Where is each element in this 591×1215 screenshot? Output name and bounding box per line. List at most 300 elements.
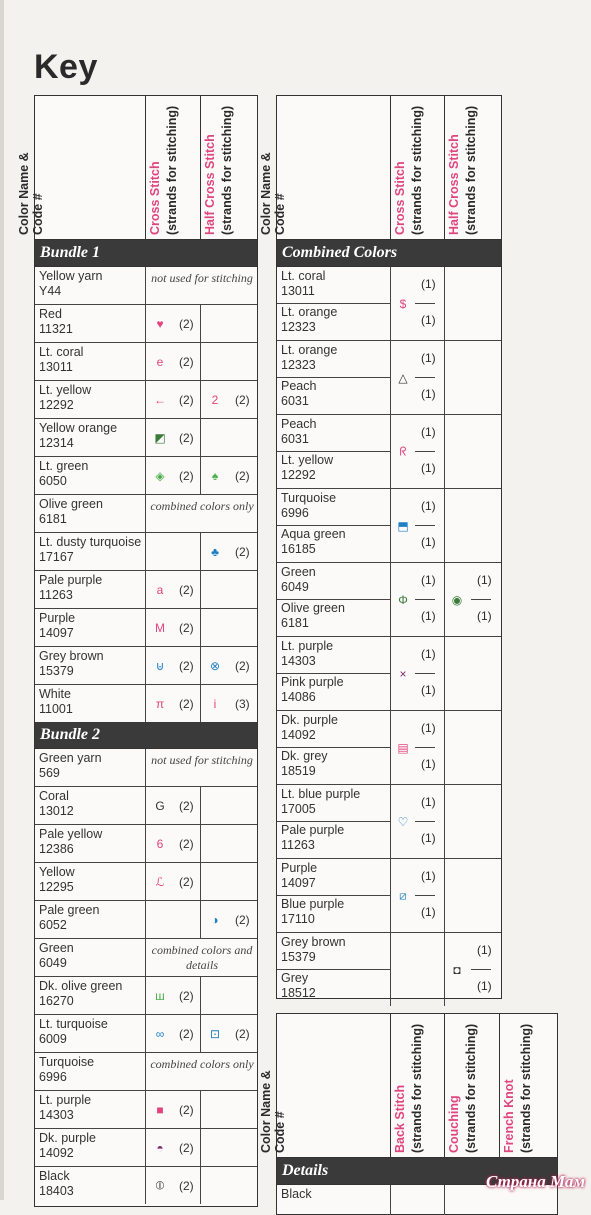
combined-pair — [277, 415, 501, 489]
color-name-text: Dk. purple — [39, 1131, 96, 1145]
stitch-symbol: a — [156, 582, 164, 597]
color-code: 6996 — [281, 506, 309, 520]
bundle2-rows — [35, 749, 257, 1204]
strand-count: (2) — [179, 430, 194, 445]
color-name — [39, 459, 88, 489]
strand-count: (2) — [235, 658, 250, 673]
color-name-text: Yellow — [39, 865, 75, 879]
note-cell: not used for stitching — [145, 267, 258, 304]
cross-stitch-cell — [390, 637, 445, 710]
pair-divider — [277, 821, 390, 822]
stitch-symbol: ◘ — [453, 962, 461, 977]
cross-stitch-cell — [145, 901, 201, 938]
pair-divider — [277, 895, 390, 896]
strand-count: (2) — [179, 1026, 194, 1041]
color-name — [39, 1131, 96, 1161]
combined-pairs — [277, 267, 501, 1006]
note-cell: combined colors only — [145, 1053, 258, 1090]
color-code: 11263 — [39, 588, 73, 602]
combined-pair — [277, 933, 501, 1006]
bracket-line — [415, 451, 435, 452]
bracket-line — [415, 673, 435, 674]
strand-count: (2) — [179, 620, 194, 635]
color-name-text: Blue purple — [281, 897, 345, 911]
color-a — [281, 343, 337, 373]
color-b — [281, 305, 337, 335]
half-cross-cell — [444, 267, 502, 340]
header-cross-sub: (strands for stitching) — [165, 105, 179, 235]
color-name-text: Pale green — [39, 903, 100, 917]
color-name — [39, 1017, 108, 1047]
stitch-symbol: ⊗ — [209, 658, 221, 673]
color-code: 15379 — [39, 664, 74, 678]
header-half-sub: (strands for stitching) — [220, 105, 234, 235]
color-name-text: Lt. yellow — [281, 453, 334, 467]
color-b — [281, 897, 344, 927]
color-name-text: Green — [39, 941, 74, 955]
color-name-text: Dk. purple — [281, 713, 338, 727]
strand-count: (1) — [421, 757, 436, 771]
note-cell: not used for stitching — [145, 749, 258, 786]
color-code: 17005 — [281, 802, 316, 816]
half-cross-cell — [200, 787, 258, 824]
cross-stitch-cell — [390, 859, 445, 932]
color-code: 18519 — [281, 764, 316, 778]
key-row — [35, 1091, 257, 1129]
key-row — [35, 419, 257, 457]
color-name-text: Black — [39, 1169, 70, 1183]
stitch-symbol: ⊡ — [209, 1026, 221, 1041]
half-cross-cell — [200, 825, 258, 862]
key-row — [35, 571, 257, 609]
color-code: 14303 — [281, 654, 316, 668]
strand-count: (1) — [421, 313, 436, 327]
strand-count: (2) — [235, 392, 250, 407]
stitch-symbol: ♥ — [156, 316, 164, 331]
cross-stitch-cell — [145, 1015, 201, 1052]
color-name-text: Green yarn — [39, 751, 102, 765]
color-name-text: Purple — [39, 611, 76, 625]
color-code: 6009 — [39, 1032, 67, 1046]
cross-stitch-cell — [145, 647, 201, 684]
stitch-symbol: ♡ — [397, 814, 409, 829]
stitch-symbol: ♠ — [211, 468, 219, 483]
pair-divider — [277, 525, 390, 526]
stitch-symbol: π — [155, 696, 165, 711]
color-code: 16270 — [39, 994, 74, 1008]
header-color-name — [17, 96, 145, 239]
color-name-text: Green — [281, 565, 316, 579]
header-knot-sub: (strands for stitching) — [519, 1023, 533, 1153]
left-table-header — [17, 96, 257, 240]
strand-count: (2) — [235, 544, 250, 559]
strand-count: (2) — [179, 468, 194, 483]
stitch-symbol: △ — [398, 370, 408, 385]
color-name — [39, 383, 91, 413]
color-a — [281, 417, 316, 447]
header-couching-text: Couching — [447, 1095, 461, 1153]
strand-count: (1) — [421, 277, 436, 291]
cross-stitch-cell — [145, 1091, 201, 1128]
back-stitch-cell — [390, 1185, 445, 1215]
color-code: 569 — [39, 766, 60, 780]
pair-divider — [277, 747, 390, 748]
header-cross-text: Cross Stitch — [148, 161, 162, 235]
color-name — [39, 269, 102, 299]
cross-stitch-cell — [145, 305, 201, 342]
color-code: 18512 — [281, 986, 316, 1000]
color-name-text: Grey brown — [281, 935, 346, 949]
color-code: 12386 — [39, 842, 74, 856]
strand-count: (2) — [179, 836, 194, 851]
color-name — [39, 1169, 74, 1199]
strand-count: (1) — [421, 351, 436, 365]
strand-count: (1) — [421, 721, 436, 735]
bracket-line — [471, 599, 491, 600]
half-cross-cell — [200, 381, 258, 418]
color-code: 13012 — [39, 804, 74, 818]
color-name — [39, 789, 74, 819]
key-row — [35, 1167, 257, 1204]
color-code: 11263 — [281, 838, 315, 852]
color-code: 6049 — [281, 580, 309, 594]
color-name: Black — [281, 1187, 312, 1201]
color-code: 14092 — [281, 728, 316, 742]
color-name — [39, 1093, 91, 1123]
color-name-text: Turquoise — [39, 1055, 95, 1069]
cross-stitch-cell — [145, 863, 201, 900]
half-cross-cell — [444, 637, 502, 710]
strand-count: (2) — [179, 354, 194, 369]
half-cross-cell — [200, 305, 258, 342]
strand-count: (2) — [179, 658, 194, 673]
strand-count: (2) — [179, 316, 194, 331]
color-code: 12295 — [39, 880, 74, 894]
color-name-text: Dk. olive green — [39, 979, 123, 993]
cross-stitch-cell — [145, 685, 201, 722]
cross-stitch-cell — [145, 825, 201, 862]
stitch-symbol: $ — [399, 296, 407, 311]
color-name-text: Aqua green — [281, 527, 346, 541]
color-name-text: Pale purple — [281, 823, 345, 837]
color-name-text: Lt. purple — [39, 1093, 92, 1107]
color-name-text: White — [39, 687, 71, 701]
half-cross-cell — [200, 1167, 258, 1204]
key-row — [35, 863, 257, 901]
color-b — [281, 527, 346, 557]
color-name — [39, 535, 141, 565]
cross-stitch-cell — [145, 419, 201, 456]
color-code: 6181 — [39, 512, 67, 526]
color-name — [39, 573, 102, 603]
details-title: Details — [277, 1158, 557, 1185]
color-a — [281, 787, 360, 817]
cross-stitch-cell — [390, 267, 445, 340]
stitch-symbol: ᖇ — [399, 444, 407, 458]
color-name — [39, 421, 117, 451]
color-code: 6031 — [281, 394, 309, 408]
color-b — [281, 453, 333, 483]
key-row — [35, 749, 257, 787]
color-name — [39, 979, 122, 1009]
strand-count: (2) — [179, 798, 194, 813]
color-code: 12292 — [39, 398, 74, 412]
color-name-text: Peach — [281, 379, 317, 393]
half-cross-cell — [200, 977, 258, 1014]
half-cross-cell — [444, 859, 502, 932]
bracket-line — [415, 377, 435, 378]
strand-count: (1) — [477, 609, 492, 623]
color-name-text: Pink purple — [281, 675, 344, 689]
color-name-text: Turquoise — [281, 491, 337, 505]
stitch-symbol: ◩ — [154, 430, 166, 445]
pair-divider — [277, 377, 390, 378]
color-b — [281, 379, 316, 409]
half-cross-cell — [444, 711, 502, 784]
key-row — [35, 825, 257, 863]
color-name-text: Lt. yellow — [39, 383, 92, 397]
header-cross-stitch — [390, 96, 445, 239]
bracket-line — [415, 895, 435, 896]
color-name — [39, 307, 73, 337]
stitch-symbol: i — [213, 696, 217, 711]
half-cross-cell — [200, 1129, 258, 1166]
half-cross-cell — [200, 533, 258, 570]
bracket-line — [415, 821, 435, 822]
strand-count: (1) — [421, 683, 436, 697]
color-code: 17167 — [39, 550, 74, 564]
half-cross-cell — [200, 863, 258, 900]
bracket-line — [415, 599, 435, 600]
strand-count: (1) — [477, 979, 492, 993]
strand-count: (1) — [421, 869, 436, 883]
key-row — [35, 901, 257, 939]
header-back-text: Back Stitch — [393, 1084, 407, 1153]
half-cross-cell — [200, 609, 258, 646]
header-couching-sub: (strands for stitching) — [464, 1023, 478, 1153]
color-a — [281, 935, 346, 965]
header-half-cross — [200, 96, 258, 239]
color-a — [281, 861, 317, 891]
color-b — [281, 971, 316, 1001]
color-a — [281, 713, 338, 743]
color-name — [39, 345, 83, 375]
color-code: 14097 — [39, 626, 74, 640]
color-name-text: Olive green — [39, 497, 103, 511]
strand-count: (1) — [421, 647, 436, 661]
page-title: Key — [34, 48, 98, 86]
color-code: 16185 — [281, 542, 316, 556]
color-name-text: Pale yellow — [39, 827, 103, 841]
cross-stitch-cell — [390, 563, 445, 636]
strand-count: (2) — [179, 1102, 194, 1117]
cross-stitch-cell — [145, 977, 201, 1014]
color-name — [39, 903, 99, 933]
color-name-text: Lt. green — [39, 459, 89, 473]
color-name-text: Lt. coral — [281, 269, 326, 283]
pair-divider — [277, 599, 390, 600]
stitch-symbol: 6 — [156, 836, 164, 851]
color-code: 6052 — [39, 918, 67, 932]
header-name-text: Color Name & Code # — [259, 152, 287, 235]
bundle2-title: Bundle 2 — [35, 722, 257, 749]
color-name-text: Yellow yarn — [39, 269, 103, 283]
color-name-text: Lt. purple — [281, 639, 334, 653]
half-cross-cell — [200, 343, 258, 380]
color-name-text: Olive green — [281, 601, 345, 615]
color-name-text: Grey brown — [39, 649, 104, 663]
color-code: 18403 — [39, 1184, 74, 1198]
combined-pair — [277, 859, 501, 933]
key-row — [35, 1053, 257, 1091]
strand-count: (1) — [421, 573, 436, 587]
color-name-text: Lt. coral — [39, 345, 84, 359]
half-cross-cell — [444, 415, 502, 488]
strand-count: (2) — [235, 468, 250, 483]
strand-count: (1) — [421, 609, 436, 623]
header-cross-stitch — [145, 96, 201, 239]
color-name — [39, 751, 102, 781]
color-name-text: Lt. orange — [281, 305, 338, 319]
half-cross-cell — [444, 341, 502, 414]
cross-stitch-cell — [145, 1167, 201, 1204]
stitch-symbol: ◉ — [451, 592, 463, 607]
strand-count: (1) — [477, 573, 492, 587]
key-row — [35, 495, 257, 533]
header-cross-sub: (strands for stitching) — [410, 105, 424, 235]
strand-count: (1) — [421, 795, 436, 809]
color-code: 6031 — [281, 432, 309, 446]
note-cell: combined colors and details — [145, 939, 258, 976]
key-row — [35, 305, 257, 343]
color-code: 14097 — [281, 876, 316, 890]
strand-count: (2) — [179, 582, 194, 597]
color-b — [281, 675, 344, 705]
strand-count: (1) — [421, 905, 436, 919]
strand-count: (1) — [421, 831, 436, 845]
color-code: 14086 — [281, 690, 316, 704]
strand-count: (2) — [179, 988, 194, 1003]
stitch-symbol: ◓ — [156, 1140, 164, 1155]
details-header — [259, 1014, 557, 1158]
color-code: 6181 — [281, 616, 309, 630]
note-cell: combined colors only — [145, 495, 258, 532]
color-a — [281, 269, 325, 299]
strand-count: (2) — [179, 392, 194, 407]
color-name-text: Dk. grey — [281, 749, 328, 763]
half-cross-cell — [444, 785, 502, 858]
stitch-symbol: ◑ — [211, 912, 219, 927]
color-name-text: Lt. blue purple — [281, 787, 361, 801]
cross-stitch-cell — [145, 457, 201, 494]
key-row — [35, 1129, 257, 1167]
header-knot-text: French Knot — [502, 1079, 516, 1153]
header-half-cross — [444, 96, 502, 239]
cross-stitch-cell — [390, 711, 445, 784]
strand-count: (3) — [235, 696, 250, 711]
cross-stitch-cell — [145, 381, 201, 418]
strand-count: (1) — [421, 499, 436, 513]
stitch-symbol: ← — [154, 392, 166, 407]
combined-pair — [277, 711, 501, 785]
strand-count: (2) — [235, 912, 250, 927]
half-cross-cell — [444, 489, 502, 562]
half-cross-cell — [444, 563, 502, 636]
color-name — [39, 827, 102, 857]
cross-stitch-cell — [390, 415, 445, 488]
color-name-text: Yellow orange — [39, 421, 118, 435]
half-cross-cell — [200, 571, 258, 608]
half-cross-cell — [200, 1091, 258, 1128]
strand-count: (2) — [179, 696, 194, 711]
color-code: 6050 — [39, 474, 67, 488]
color-a — [281, 565, 316, 595]
cross-stitch-cell — [145, 571, 201, 608]
combined-pair — [277, 563, 501, 637]
stitch-symbol: ⦶ — [155, 1178, 165, 1192]
strand-count: (2) — [179, 1140, 194, 1155]
key-row — [35, 533, 257, 571]
stitch-symbol: × — [399, 666, 407, 681]
page-edge — [0, 0, 4, 1200]
stitch-symbol: 2 — [211, 392, 219, 407]
color-code: Y44 — [39, 284, 62, 298]
half-cross-cell — [200, 419, 258, 456]
color-b — [281, 823, 344, 853]
combined-pair — [277, 341, 501, 415]
key-row — [35, 343, 257, 381]
color-name-text: Lt. dusty turquoise — [39, 535, 142, 549]
key-row — [35, 787, 257, 825]
header-back-sub: (strands for stitching) — [410, 1023, 424, 1153]
color-code: 15379 — [281, 950, 316, 964]
cross-stitch-cell — [145, 343, 201, 380]
key-row — [35, 685, 257, 722]
combined-colors-title: Combined Colors — [277, 240, 501, 267]
strand-count: (1) — [421, 387, 436, 401]
color-name — [39, 865, 75, 895]
header-color-name — [259, 1014, 390, 1157]
color-code: 6049 — [39, 956, 67, 970]
color-name-text: Grey — [281, 971, 309, 985]
pair-divider — [277, 673, 390, 674]
header-half-sub: (strands for stitching) — [464, 105, 478, 235]
color-b — [281, 749, 328, 779]
color-code: 12292 — [281, 468, 316, 482]
half-cross-cell — [200, 901, 258, 938]
key-row — [35, 609, 257, 647]
cross-stitch-cell — [390, 785, 445, 858]
cross-stitch-cell — [390, 489, 445, 562]
color-name-text: Lt. turquoise — [39, 1017, 108, 1031]
cross-stitch-cell — [145, 1129, 201, 1166]
half-cross-cell — [444, 933, 502, 1006]
color-name-text: Pale purple — [39, 573, 103, 587]
stitch-symbol: ▤ — [397, 740, 409, 755]
color-code: 17110 — [281, 912, 315, 926]
strand-count: (1) — [477, 943, 492, 957]
color-b — [281, 601, 345, 631]
pair-divider — [277, 451, 390, 452]
right-table-header — [259, 96, 501, 240]
combined-pair — [277, 785, 501, 859]
color-name-text: Lt. orange — [281, 343, 338, 357]
color-code: 11001 — [39, 702, 73, 716]
pair-divider — [277, 303, 390, 304]
color-name — [39, 497, 103, 527]
color-name — [39, 687, 73, 717]
bracket-line — [471, 969, 491, 970]
